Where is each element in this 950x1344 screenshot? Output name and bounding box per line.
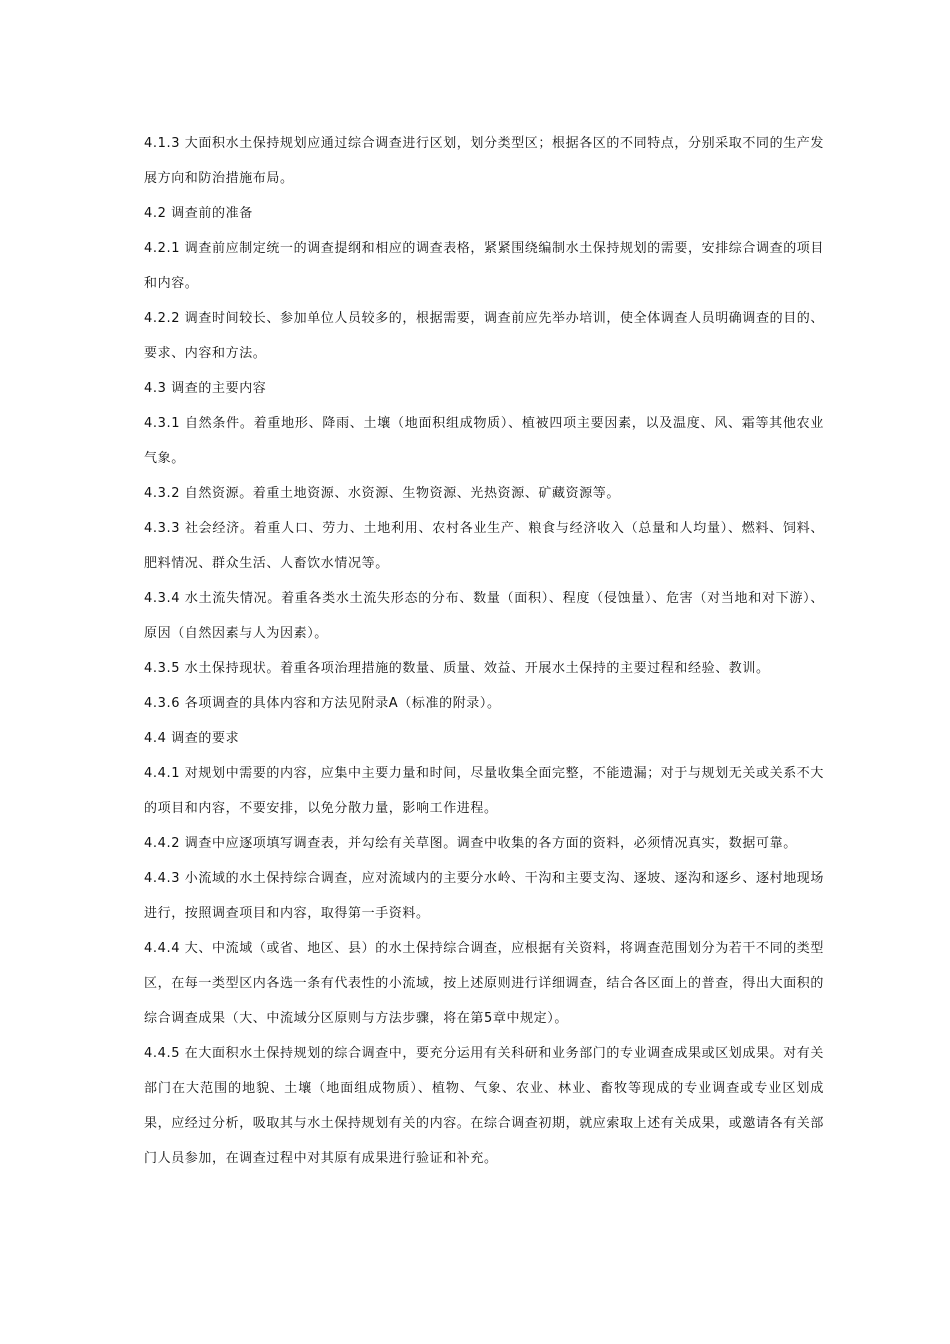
paragraph-4-3-6: 4.3.6 各项调查的具体内容和方法见附录A（标准的附录）。 — [144, 696, 501, 711]
paragraph-4-4-5: 4.4.5 在大面积水土保持规划的综合调查中，要充分运用有关科研和业务部门的专业调查成果或区划成果。对有关部门在大范围的地貌、土壤（地面组成物质）、植物、气象、农业、林业、畜牧等现成的专业调查或专业区划成果，应经过分析，吸取其与水土保持规划有关的内容。在综合调查初期，就应索取上述有关成果，或邀请各有关部门人员参加，在调查过程中对其原有成果进行验证和补充。 — [144, 1046, 825, 1166]
paragraph-4-3-4: 4.3.4 水土流失情况。着重各类水土流失形态的分布、数量（面积）、程度（侵蚀量）、危害（对当地和对下游）、原因（自然因素与人为因素）。 — [144, 591, 824, 641]
paragraph-4-3-1: 4.3.1 自然条件。着重地形、降雨、土壤（地面积组成物质）、植被四项主要因素，以及温度、风、霜等其他农业气象。 — [144, 416, 824, 466]
paragraph-4-3-5: 4.3.5 水土保持现状。着重各项治理措施的数量、质量、效益、开展水土保持的主要过程和经验、教训。 — [144, 661, 770, 676]
paragraph-4-4-2: 4.4.2 调查中应逐项填写调查表，并勾绘有关草图。调查中收集的各方面的资料，必须情况真实，数据可靠。 — [144, 836, 797, 851]
paragraph-4-3-2: 4.3.2 自然资源。着重土地资源、水资源、生物资源、光热资源、矿藏资源等。 — [144, 486, 621, 501]
paragraph-4-1-3: 4.1.3 大面积水土保持规划应通过综合调查进行区划，划分类型区；根据各区的不同特点，分别采取不同的生产发展方向和防治措施布局。 — [144, 136, 825, 186]
heading-4-2: 4.2 调查前的准备 — [144, 206, 253, 221]
paragraph-4-4-3: 4.4.3 小流域的水土保持综合调查，应对流域内的主要分水岭、干沟和主要支沟、逐坡、逐沟和逐乡、逐村地现场进行，按照调查项目和内容，取得第一手资料。 — [144, 871, 825, 921]
paragraph-4-2-1: 4.2.1 调查前应制定统一的调查提纲和相应的调查表格，紧紧围绕编制水土保持规划的需要，安排综合调查的项目和内容。 — [144, 241, 825, 291]
paragraph-4-3-3: 4.3.3 社会经济。着重人口、劳力、土地利用、农村各业生产、粮食与经济收入（总量和人均量）、燃料、饲料、肥料情况、群众生活、人畜饮水情况等。 — [144, 521, 824, 571]
paragraph-4-2-2: 4.2.2 调查时间较长、参加单位人员较多的，根据需要，调查前应先举办培训，使全体调查人员明确调查的目的、要求、内容和方法。 — [144, 311, 825, 361]
heading-4-3: 4.3 调查的主要内容 — [144, 381, 267, 396]
paragraph-4-4-1: 4.4.1 对规划中需要的内容，应集中主要力量和时间，尽量收集全面完整，不能遗漏；对于与规划无关或关系不大的项目和内容，不要安排，以免分散力量，影响工作进程。 — [144, 766, 825, 816]
document-body — [144, 126, 824, 1176]
heading-4-4: 4.4 调查的要求 — [144, 731, 240, 746]
paragraph-4-4-4: 4.4.4 大、中流域（或省、地区、县）的水土保持综合调查，应根据有关资料，将调查范围划分为若干不同的类型区，在每一类型区内各选一条有代表性的小流域，按上述原则进行详细调查，结合各区面上的普查，得出大面积的综合调查成果（大、中流域分区原则与方法步骤，将在第5章中规定）。 — [144, 941, 825, 1026]
